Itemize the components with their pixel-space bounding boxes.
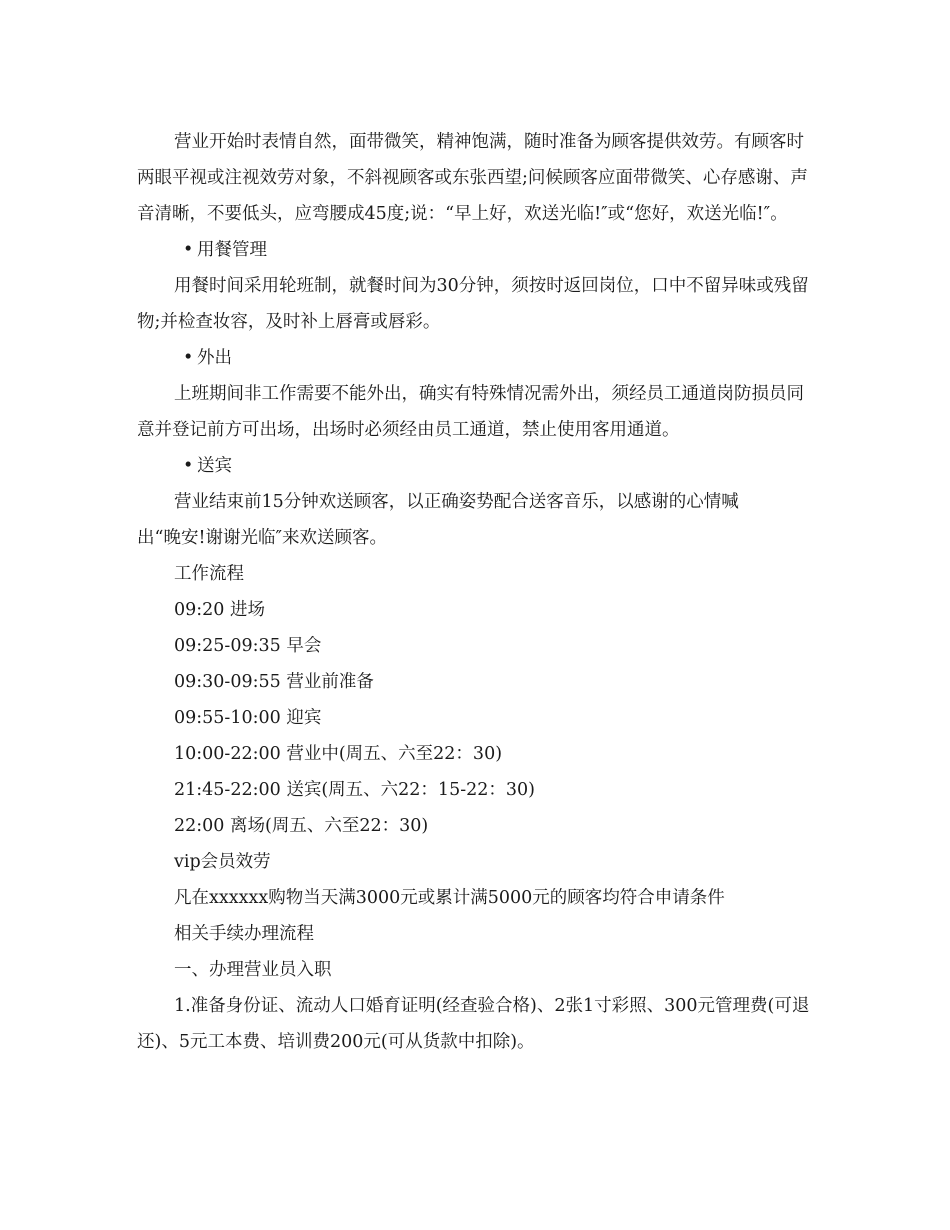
workflow-item: 21:45-22:00 送宾(周五、六22：15-22：30) [174,780,535,800]
paragraph-meal: 用餐时间采用轮班制，就餐时间为30分钟，须按时返回岗位，口中不留异味或残留物;并检查妆容，及时补上唇膏或唇彩。 [137,276,809,332]
heading-meal [137,232,813,268]
paragraph-send-line-2: 出“晚安!谢谢光临″来欢送顾客。 [137,528,388,548]
document-page [137,124,813,1060]
procedure-section-1: 一、办理营业员入职 [174,960,332,980]
workflow-item: 09:25-09:35 早会 [174,636,322,656]
workflow-item: 09:30-09:55 营业前准备 [174,672,374,692]
bullet-icon: • [183,456,194,476]
procedure-item-1: 1.准备身份证、流动人口婚育证明(经查验合格)、2张1寸彩照、300元管理费(可退还)、5元工本费、培训费200元(可从货款中扣除)。 [137,996,810,1052]
workflow-title: 工作流程 [174,564,244,584]
heading-meal-text: 用餐管理 [197,240,267,260]
paragraph-greeting: 营业开始时表情自然，面带微笑，精神饱满，随时准备为顾客提供效劳。有顾客时两眼平视或注视效劳对象，不斜视顾客或东张西望;问候顾客应面带微笑、心存感谢、声音清晰，不要低头，应弯腰成45度;说：“早上好，欢送光临!″或“您好，欢送光临!″。 [137,132,808,224]
heading-out [137,340,813,376]
vip-title: vip会员效劳 [174,852,271,872]
heading-send [137,448,813,484]
heading-send-text: 送宾 [197,456,232,476]
workflow-item: 10:00-22:00 营业中(周五、六至22：30) [174,744,503,764]
procedure-title: 相关手续办理流程 [174,924,314,944]
bullet-icon: • [183,348,194,368]
heading-out-text: 外出 [197,348,232,368]
workflow-item: 09:55-10:00 迎宾 [174,708,322,728]
bullet-icon: • [183,240,194,260]
paragraph-out: 上班期间非工作需要不能外出，确实有特殊情况需外出，须经员工通道岗防损员同意并登记前方可出场，出场时必须经由员工通道，禁止使用客用通道。 [137,384,804,440]
workflow-item: 22:00 离场(周五、六至22：30) [174,816,429,836]
workflow-item: 09:20 进场 [174,600,265,620]
paragraph-send-line-1: 营业结束前15分钟欢送顾客，以正确姿势配合送客音乐，以感谢的心情喊 [174,492,739,512]
vip-condition: 凡在xxxxxx购物当天满3000元或累计满5000元的顾客均符合申请条件 [174,888,725,908]
